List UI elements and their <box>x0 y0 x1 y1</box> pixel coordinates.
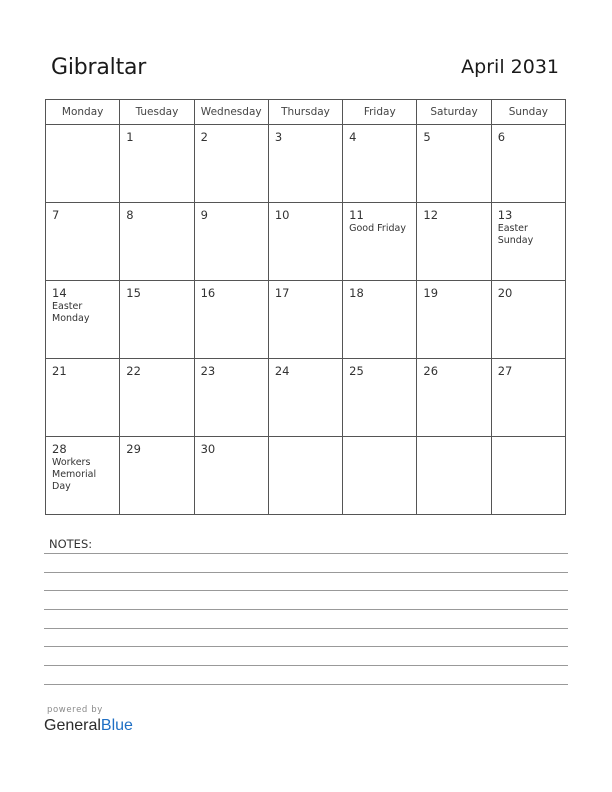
day-cell <box>417 437 491 515</box>
day-number: 18 <box>349 286 364 300</box>
day-cell <box>268 437 342 515</box>
day-number: 16 <box>200 286 216 300</box>
note-line <box>44 646 568 647</box>
day-cell <box>268 125 342 203</box>
note-line <box>44 628 568 629</box>
day-number: 1 <box>126 130 134 144</box>
day-cell <box>491 281 565 359</box>
day-cell <box>343 125 417 203</box>
note-line <box>44 572 568 573</box>
day-number: 17 <box>274 286 290 300</box>
day-number: 10 <box>274 208 290 222</box>
day-cell <box>194 125 268 203</box>
calendar-grid <box>45 99 566 515</box>
week-row <box>46 203 566 281</box>
week-row <box>46 359 566 437</box>
day-cell <box>268 203 342 281</box>
brand-logo-part-blue: Blue <box>100 717 133 734</box>
day-number: 22 <box>126 364 141 378</box>
holiday-label: Easter Sunday <box>497 223 534 246</box>
day-cell <box>343 359 417 437</box>
day-cell <box>343 437 417 515</box>
weekday-header: Thursday <box>268 100 342 125</box>
day-number: 28 <box>52 442 67 456</box>
day-number: 29 <box>126 442 141 456</box>
day-cell <box>491 125 565 203</box>
day-number: 23 <box>200 364 216 378</box>
day-number: 3 <box>274 130 283 144</box>
day-cell <box>46 203 120 281</box>
day-cell <box>343 203 417 281</box>
day-number: 25 <box>349 364 364 378</box>
day-cell <box>120 281 194 359</box>
day-number: 6 <box>497 130 506 144</box>
day-cell <box>268 359 342 437</box>
brand-logo <box>44 717 133 735</box>
day-cell <box>120 203 194 281</box>
day-number: 12 <box>423 208 439 222</box>
day-cell <box>417 359 491 437</box>
note-line <box>44 609 568 610</box>
day-number: 21 <box>52 364 67 378</box>
note-line <box>44 665 568 666</box>
day-cell <box>268 281 342 359</box>
weekday-header: Saturday <box>417 100 491 125</box>
day-number: 13 <box>497 208 513 222</box>
day-cell <box>491 359 565 437</box>
weekday-header: Monday <box>46 100 120 125</box>
day-number: 20 <box>497 286 513 300</box>
powered-by-label: powered by <box>47 705 103 715</box>
day-cell <box>46 359 120 437</box>
notes-label: NOTES: <box>49 537 93 551</box>
page-title: Gibraltar <box>51 55 147 80</box>
day-cell <box>491 203 565 281</box>
brand-logo-part-general: General <box>44 717 101 734</box>
day-cell <box>417 281 491 359</box>
day-number: 11 <box>349 208 364 222</box>
day-cell <box>194 359 268 437</box>
note-line <box>44 684 568 685</box>
day-number: 2 <box>200 130 208 144</box>
day-number: 5 <box>423 130 431 144</box>
day-cell <box>194 281 268 359</box>
note-line <box>44 553 568 554</box>
weekday-header: Wednesday <box>194 100 268 125</box>
day-cell <box>194 203 268 281</box>
day-number: 27 <box>497 364 513 378</box>
day-number: 24 <box>274 364 290 378</box>
day-cell <box>417 203 491 281</box>
day-cell <box>194 437 268 515</box>
day-number: 8 <box>126 208 134 222</box>
day-cell <box>491 437 565 515</box>
day-number: 9 <box>200 208 208 222</box>
weekday-header: Friday <box>343 100 417 125</box>
month-label: April 2031 <box>461 56 559 78</box>
holiday-label: Good Friday <box>349 223 406 234</box>
holiday-label: Easter Monday <box>52 301 90 324</box>
day-number: 19 <box>423 286 439 300</box>
weekday-header-row <box>46 100 566 125</box>
day-number: 7 <box>52 208 60 222</box>
holiday-label: Workers Memorial Day <box>52 457 97 492</box>
day-cell <box>120 125 194 203</box>
day-cell <box>46 125 120 203</box>
day-cell <box>417 125 491 203</box>
week-row <box>46 125 566 203</box>
day-number: 14 <box>52 286 67 300</box>
note-line <box>44 590 568 591</box>
day-cell <box>120 359 194 437</box>
day-cell <box>46 281 120 359</box>
week-row <box>46 437 566 515</box>
day-number: 15 <box>126 286 141 300</box>
day-number: 4 <box>349 130 357 144</box>
week-row <box>46 281 566 359</box>
day-number: 30 <box>200 442 216 456</box>
weekday-header: Sunday <box>491 100 565 125</box>
day-cell <box>46 437 120 515</box>
day-cell <box>343 281 417 359</box>
weekday-header: Tuesday <box>120 100 194 125</box>
day-number: 26 <box>423 364 439 378</box>
day-cell <box>120 437 194 515</box>
